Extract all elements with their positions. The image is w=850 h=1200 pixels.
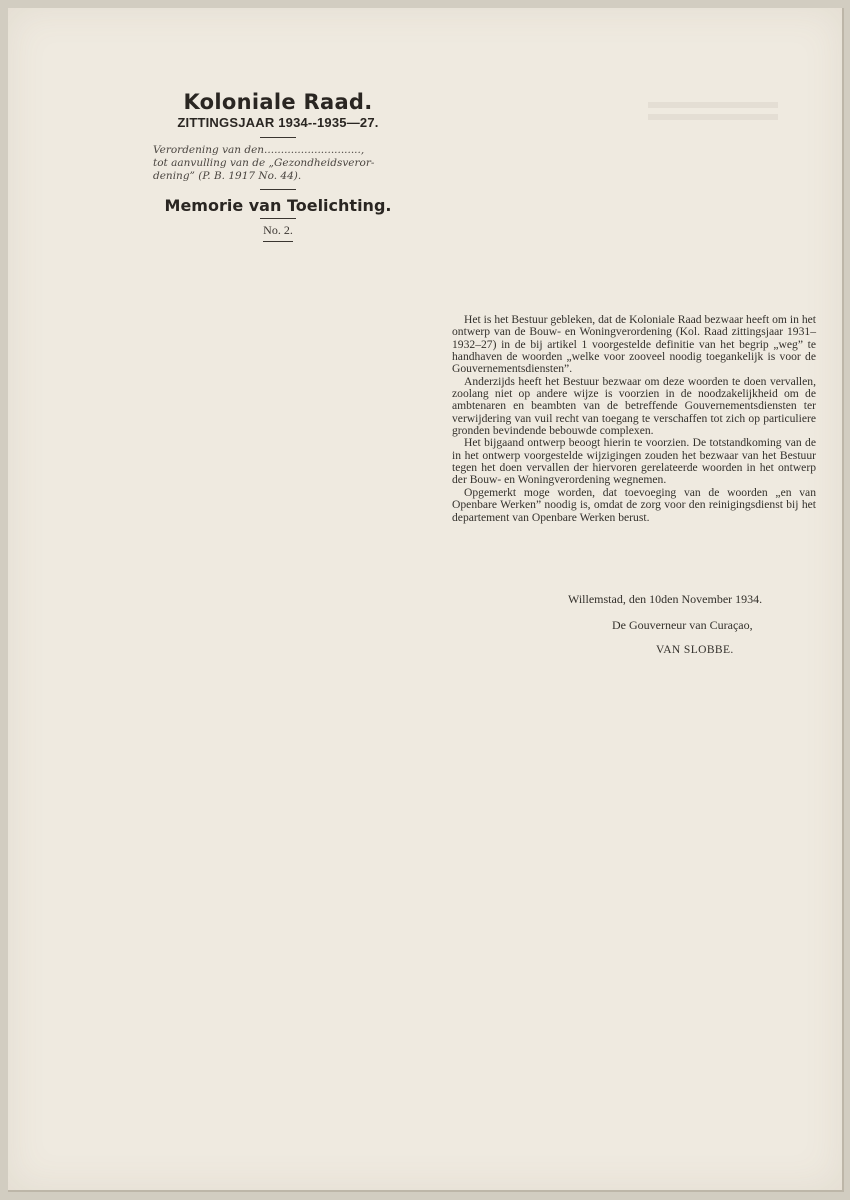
paragraph: Anderzijds heeft het Bestuur bezwaar om deze woorden te doen vervallen, zoolang niet op andere wijze is voorzien in de noodzakelijkheid om de ambtenaren en beambten van de betreffende Gouvernementsdiensten ter verwijdering van vuil recht van toegang te verschaffen tot zich op particuliere gronden bevindende bebouwde complexen.: [452, 374, 816, 438]
session-year: ZITTINGSJAAR 1934--1935—27.: [177, 115, 379, 130]
document-sheet: [8, 8, 844, 1192]
document-header: [148, 90, 408, 242]
divider: [260, 137, 296, 138]
paragraph: Het bijgaand ontwerp beoogt hierin te voorzien. De totstandkoming van de in het ontwerp voorgestelde wijzigingen zouden het bezwaar van het Bestuur tegen het doen vervallen der hiervoren gerelateerde woorden in het ontwerp der Bouw- en Woningverordening wegnemen.: [452, 436, 816, 487]
governor-title: De Gouverneur van Curaçao,: [612, 618, 753, 632]
divider: [260, 189, 296, 190]
subtitle-line: Verordening van den.............................,: [153, 144, 365, 156]
council-title: Koloniale Raad.: [183, 90, 373, 114]
paragraph: Het is het Bestuur gebleken, dat de Koloniale Raad bezwaar heeft om in het ontwerp van de Bouw- en Woningverordening (Kol. Raad zittingsjaar 1931–1932–27) in de bij artikel 1 voorgestelde definitie van het begrip „weg” te handhaven de woorden „welke voor zooveel noodig toegankelijk is voor de Gouvernementsdiensten”.: [452, 313, 816, 376]
memorie-heading: Memorie van Toelichting.: [164, 196, 392, 215]
bleed-through-shadow: [648, 102, 778, 132]
subtitle-line: dening” (P. B. 1917 No. 44).: [153, 170, 302, 182]
signature: VAN SLOBBE.: [656, 644, 734, 656]
ordinance-subtitle: [148, 144, 408, 183]
divider: [260, 218, 296, 219]
subtitle-line: tot aanvulling van de „Gezondheidsveror-: [153, 157, 375, 169]
explanatory-text: [452, 314, 816, 524]
paragraph: Opgemerkt moge worden, dat toevoeging van de woorden „en van Openbare Werken” noodig is, omdat de zorg voor den reinigingsdienst bij het departement van Openbare Werken berust.: [452, 485, 816, 524]
place-date: Willemstad, den 10den November 1934.: [568, 592, 763, 606]
document-number: No. 2.: [263, 223, 293, 237]
divider: [263, 241, 293, 242]
